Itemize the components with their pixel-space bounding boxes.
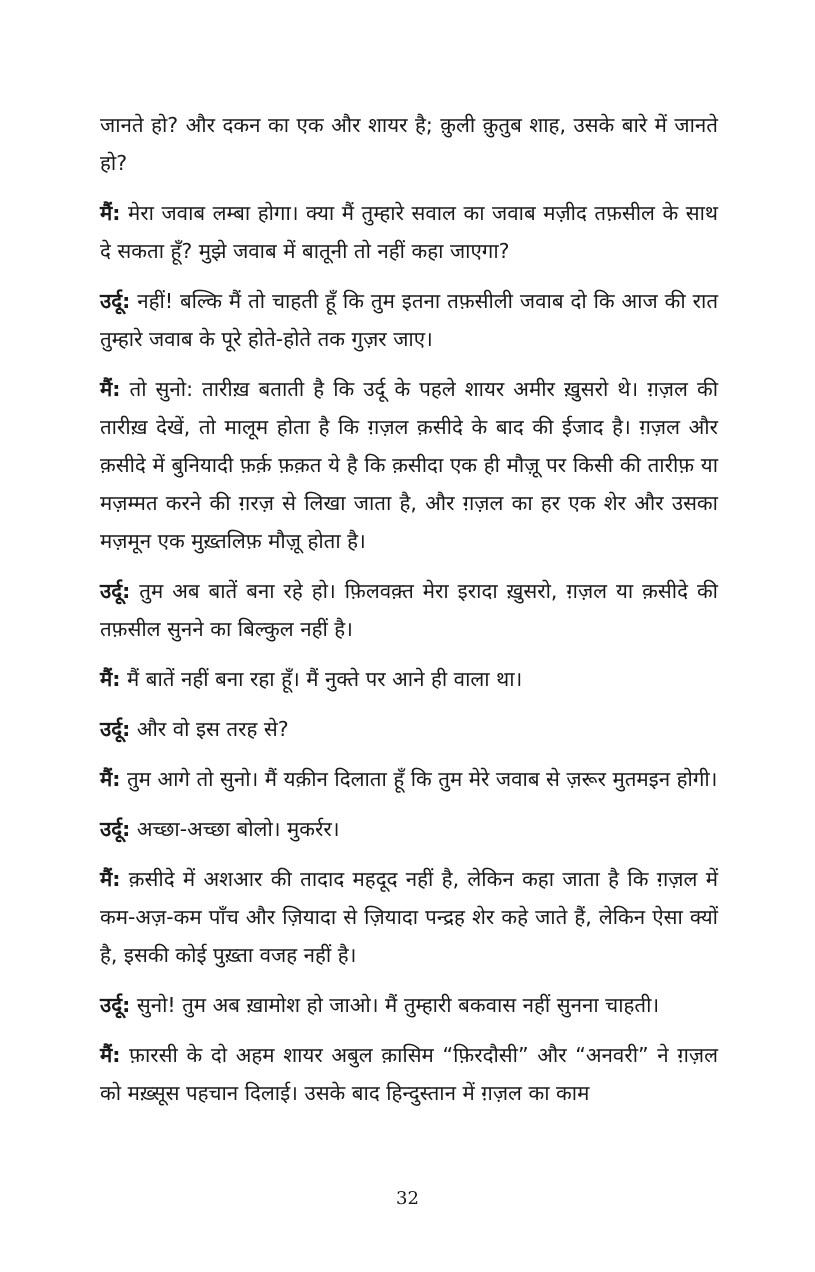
speaker-label: उर्दू:: [100, 817, 131, 841]
speaker-label: मैं:: [100, 667, 121, 691]
paragraph-text: सुनो! तुम अब ख़ामोश हो जाओ। मैं तुम्हारी बकवास नहीं सुनना चाहती।: [130, 993, 660, 1017]
paragraph: [100, 986, 718, 1024]
paragraph: [100, 194, 718, 270]
paragraph: [100, 1036, 718, 1112]
paragraph-text: जानते हो? और दकन का एक और शायर है; क़ुली क़ुतुब शाह, उसके बारे में जानते हो?: [100, 113, 718, 175]
paragraph-text: मेरा जवाब लम्बा होगा। क्या मैं तुम्हारे सवाल का जवाब मज़ीद तफ़सील के साथ दे सकता हूँ? मुझे जवाब में बातूनी तो नहीं कहा जाएगा?: [100, 201, 718, 263]
page-body: [100, 106, 718, 1124]
paragraph: [100, 106, 718, 182]
paragraph-text: तुम आगे तो सुनो। मैं यक़ीन दिलाता हूँ कि तुम मेरे जवाब से ज़रूर मुतमइन होगी।: [120, 767, 718, 791]
page-number: 32: [396, 1188, 419, 1209]
speaker-label: मैं:: [100, 377, 121, 401]
paragraph: [100, 660, 718, 698]
paragraph-text: अच्छा-अच्छा बोलो। मुकर्रर।: [130, 817, 340, 841]
paragraph: [100, 572, 718, 648]
speaker-label: मैं:: [100, 201, 121, 225]
speaker-label: मैं:: [100, 1043, 121, 1067]
paragraph-text: तो सुनो: तारीख़ बताती है कि उर्दू के पहले शायर अमीर ख़ुसरो थे। ग़ज़ल की तारीख़ देखें, तो मालूम होता है कि ग़ज़ल क़सीदे के बाद की ईजाद है। ग़ज़ल और क़सीदे में बुनियादी फ़र्क़ फ़क़त ये है कि क़सीदा एक ही मौज़ू पर किसी की तारीफ़ या मज़म्मत करने की ग़रज़ से लिखा जाता है, और ग़ज़ल का हर एक शेर और उसका मज़मून एक मुख़्तलिफ़ मौज़ू होता है।: [100, 377, 718, 553]
speaker-label: उर्दू:: [100, 717, 131, 741]
paragraph: [100, 370, 718, 560]
paragraph-text: मैं बातें नहीं बना रहा हूँ। मैं नुक्ते पर आने ही वाला था।: [120, 667, 523, 691]
paragraph: [100, 760, 718, 798]
speaker-label: मैं:: [100, 867, 121, 891]
paragraph-text: फ़ारसी के दो अहम शायर अबुल क़ासिम “फ़िरदौसी” और “अनवरी” ने ग़ज़ल को मख़्सूस पहचान दिलाई। उसके बाद हिन्दुस्तान में ग़ज़ल का काम: [100, 1043, 718, 1105]
speaker-label: उर्दू:: [100, 579, 131, 603]
paragraph-text: और वो इस तरह से?: [130, 717, 289, 741]
paragraph: [100, 810, 718, 848]
paragraph-text: क़सीदे में अशआर की तादाद महदूद नहीं है, लेकिन कहा जाता है कि ग़ज़ल में कम-अज़-कम पाँच और ज़ियादा से ज़ियादा पन्द्रह शेर कहे जाते हैं, लेकिन ऐसा क्यों है, इसकी कोई पुख़्ता वजह नहीं है।: [100, 867, 718, 967]
speaker-label: उर्दू:: [100, 993, 131, 1017]
paragraph: [100, 282, 718, 358]
paragraph-text: तुम अब बातें बना रहे हो। फ़िलवक़्त मेरा इरादा ख़ुसरो, ग़ज़ल या क़सीदे की तफ़सील सुनने का बिल्कुल नहीं है।: [100, 579, 718, 641]
speaker-label: उर्दू:: [100, 289, 131, 313]
speaker-label: मैं:: [100, 767, 121, 791]
paragraph: [100, 860, 718, 974]
paragraph: [100, 710, 718, 748]
paragraph-text: नहीं! बल्कि मैं तो चाहती हूँ कि तुम इतना तफ़सीली जवाब दो कि आज की रात तुम्हारे जवाब के पूरे होते-होते तक गुज़र जाए।: [100, 289, 718, 351]
